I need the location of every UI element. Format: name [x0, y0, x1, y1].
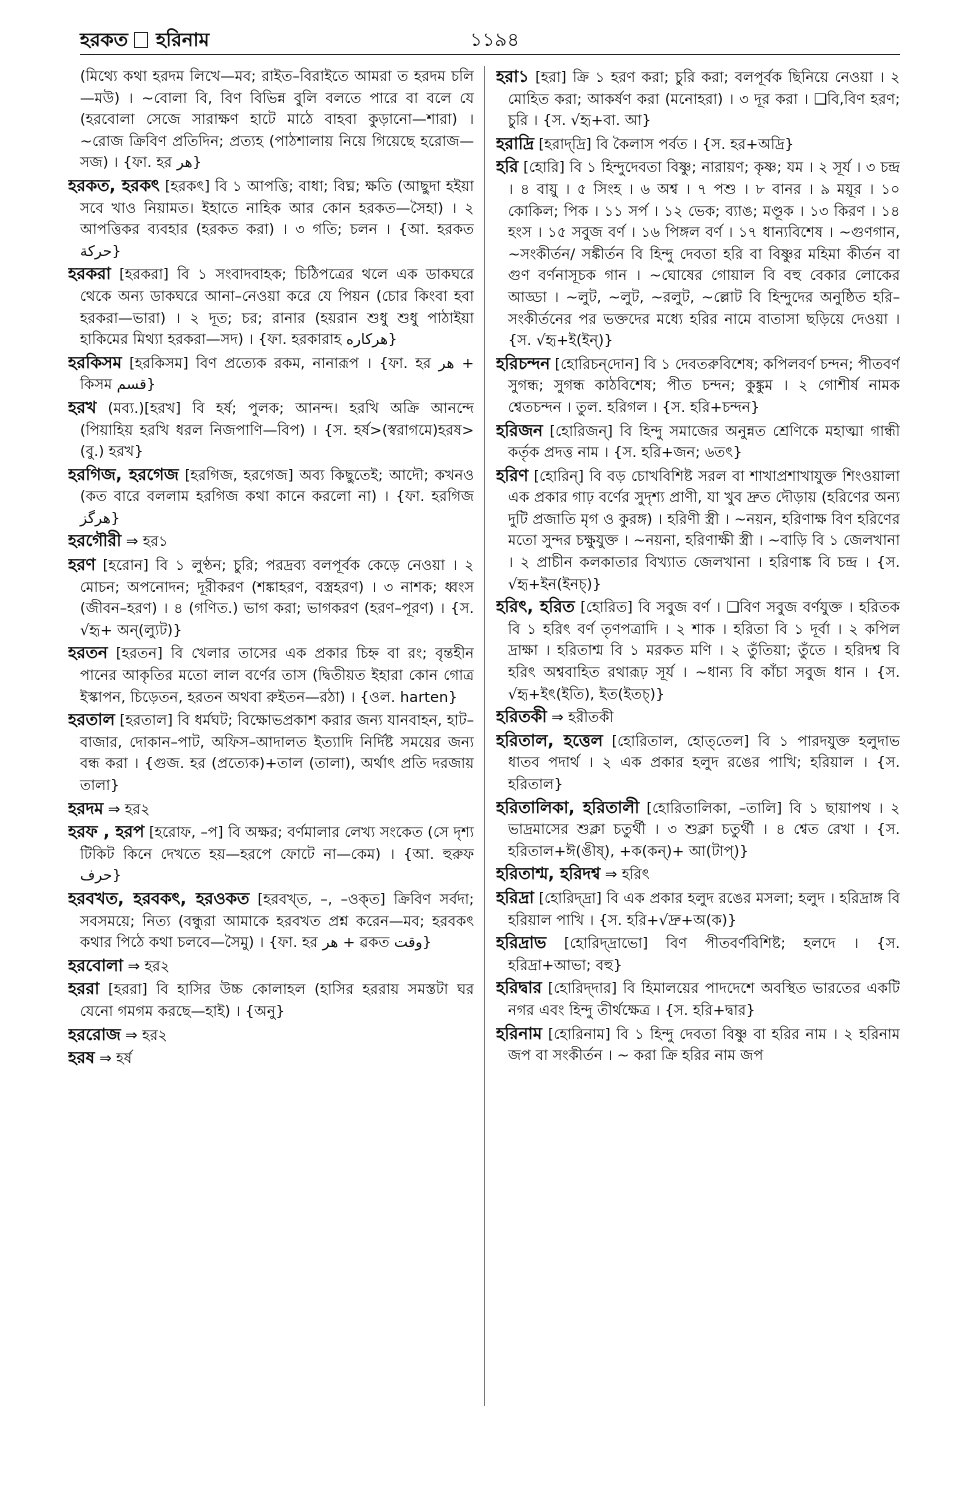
entry-headword: হরগৌরী	[68, 531, 122, 551]
entry-headword: হরা১	[496, 67, 530, 86]
dictionary-entry	[68, 978, 474, 1022]
entry-definition: বি ১ লুণ্ঠন; চুরি; পরদ্রব্য বলপূর্বক কেড়ে নেওয়া । ২ মোচন; অপনোদন; দূরীকরণ (শঙ্কাহরণ, বস্ত্রহরণ) । ৩ নাশক; ধ্বংস (জীবন–হরণ) । ৪ (গণিত.) ভাগ করা; ভাগকরণ (হরণ–পূরণ) । {স. √হৃ+ অন্(ল্যুট)}	[80, 557, 474, 639]
entry-pronunciation: [হরোন]	[102, 557, 149, 575]
entry-definition: বি হিমালয়ের পাদদেশে অবস্থিত ভারতের একটি নগর এবং হিন্দু তীর্থক্ষেত্র । {স. হরি+দ্বার}	[508, 980, 900, 1019]
entry-headword: হরফ , হরপ	[68, 822, 145, 842]
dictionary-entry	[496, 977, 900, 1021]
entry-pronunciation: [হোরি]	[523, 159, 565, 177]
entry-headword: হরিদ্রা	[496, 887, 534, 907]
dictionary-entry	[68, 955, 474, 978]
entry-pronunciation: [হোরিনাম]	[547, 1025, 611, 1043]
dictionary-entry	[68, 888, 474, 954]
entry-pronunciation: [হোরিতাল, হোত্‌তেল]	[611, 732, 750, 750]
entry-headword: হরি	[496, 157, 519, 177]
entry-pronunciation: [হরোফ, –প]	[148, 824, 224, 842]
dictionary-entry	[68, 464, 474, 530]
entry-definition: বি হিন্দু সমাজের অনুন্নত শ্রেণিকে মহাত্মা গান্ধী কর্তৃক প্রদত্ত নাম । {স. হরি+জন; ৬তৎ}	[508, 422, 900, 462]
entry-definition: বি ১ সংবাদবাহক; চিঠিপত্রের থলে এক ডাকঘরে থেকে অন্য ডাকঘরে আনা–নেওয়া করে যে পিয়ন (চোর কিংবা হবা হরকরা—ভারা) । ২ দূত; চর; রানার (হয়রান শুধু শুধু পাঠাইয়া হাকিমের মিথ্যা হরকরা—সদ) । {ফা. হরকারাহ هركاره}	[80, 266, 474, 349]
dictionary-entry	[496, 465, 900, 596]
page-header	[80, 26, 900, 55]
entry-headword: হরতন	[68, 643, 108, 663]
dictionary-entry	[496, 863, 900, 886]
column-divider	[484, 66, 485, 1406]
dictionary-entry	[496, 420, 900, 464]
entry-definition: অব্য কিছুতেই; আদৌ; কখনও (কত বারে বললাম হরগিজ কথা কানে করলো না) । {ফা. হরগিজ هرگز}	[80, 466, 474, 527]
dictionary-entry	[496, 730, 900, 796]
entry-headword: হরিতালিকা, হরিতালী	[496, 797, 640, 817]
entry-definition: বি ১ দেবতরুবিশেষ; কপিলবর্ণ চন্দন; পীতবর্ণ সুগন্ধ; সুগন্ধ কাঠবিশেষ; পীত চন্দন; কুঙ্কুম । ২ গোশীর্ষ নামক শ্বেতচন্দন । তুল. হরিগল । {স. হরি+চন্দন}	[508, 355, 900, 416]
dictionary-entry	[496, 887, 900, 931]
entry-pronunciation: [হরকৎ]	[164, 177, 210, 195]
left-guide-word: হরকত	[80, 29, 128, 51]
dictionary-entry	[496, 156, 900, 351]
entry-pronunciation: [হোরিদ্‌দ্রাভো]	[564, 935, 649, 953]
entry-definition: (মিথ্যে কথা হরদম লিখে—মব; রাইত–বিরাইতে আমরা ত হরদম চলি—মউ) । ~বোলা বি, বিণ বিভিন্ন বুলি বলতে পারে বা বলে যে (হরবোলা সেজে সারাক্ষণ হাটে মাঠে বাহবা কুড়ানো—শারা) । ~রোজ ক্রিবিণ প্রতিদিন; প্রত্যহ (পাঠশালায় নিয়ে গিয়েছে হরোজ—সজ) । {ফা. হর هر}	[80, 68, 474, 172]
entry-headword: হরবোলা	[68, 955, 124, 975]
dictionary-entry	[68, 554, 474, 641]
entry-pronunciation: [হরতাল]	[119, 712, 173, 730]
entry-pronunciation: [হরা]	[535, 69, 567, 86]
dictionary-entry	[68, 798, 474, 821]
entry-headword: হরিদ্রাভ	[496, 933, 547, 953]
dictionary-entry	[68, 1024, 474, 1047]
dictionary-entry	[496, 353, 900, 419]
entry-pronunciation: (মব্য.)[হরখ]	[107, 399, 181, 417]
entry-headword: হরিতাশ্ম, হরিদশ্ব	[496, 864, 601, 884]
entry-pronunciation: [হোরিতালিকা, –তালি]	[646, 799, 783, 817]
entry-pronunciation: [হররা]	[108, 981, 148, 999]
entry-definition: বি খেলার তাসের এক প্রকার চিহ্ন বা রং; বৃন্তহীন পানের আকৃতির মতো লাল বর্ণের তাস (দ্বিতীয়ত ইহারা কোন গোত্র ইস্কাপন, চিড়েতন, হরতন অথবা রুইতন—রঠা) । {ওল. harten}	[80, 645, 474, 706]
dictionary-entry	[68, 642, 474, 708]
right-guide-word: হরিনাম	[155, 29, 210, 51]
entry-definition: বি ১ আপত্তি; বাধা; বিঘ্ন; ক্ষতি (আছুদা হইয়া সবে খাও নিয়ামত। ইহাতে নাহিক আর কোন হরকত—সৈহা) । ২ আপত্তিকর ব্যবহার (হরকত করা) । ৩ গতি; চলন । {আ. হরকত حركة}	[80, 177, 474, 260]
entry-definition: বিণ পীতবর্ণবিশিষ্ট; হলদে । {স. হরিদ্রা+আভা; বহু}	[508, 935, 900, 974]
entry-headword: হরবখত, হরবকৎ, হরওকত	[68, 888, 250, 908]
entry-headword: হরিনাম	[496, 1023, 542, 1043]
dictionary-entry	[68, 709, 474, 796]
dictionary-entry	[496, 1023, 900, 1067]
entry-definition: বি বড় চোখবিশিষ্ট সরল বা শাখাপ্রশাখাযুক্ত শিংওয়ালা এক প্রকার গাঢ় বর্ণের সুদৃশ্য প্রাণী, যা খুব দ্রুত দৌড়ায় (হরিণের অন্য দুটি প্রজাতি মৃগ ও কুরঙ্গ) । হরিণী স্ত্রী । ~নয়ন, হরিণাক্ষ বিণ হরিণের মতো সুন্দর চক্ষুযুক্ত । ~নয়না, হরিণাক্ষী স্ত্রী । ~বাড়ি বি ১ জেলখানা । ২ প্রাচীন কলকাতার বিখ্যাত জেলখানা । হরিণাঙ্ক বি চন্দ্র । {স. √হৃ+ইন(ইনচ্)}	[508, 467, 900, 593]
entry-definition: বি ১ পারদযুক্ত হলুদাভ ধাতব পদার্থ । ২ এক প্রকার হলুদ রঙের পাখি; হরিয়াল । {স. হরিতাল}	[508, 732, 900, 793]
dictionary-entry	[496, 596, 900, 705]
dictionary-entry	[496, 706, 900, 729]
entry-definition: ⇒ হর২	[107, 800, 151, 818]
entry-headword: হরকত, হরকৎ	[68, 175, 160, 195]
entry-headword: হরিচন্দন	[496, 353, 551, 373]
entry-definition: বি হর্ষ; পুলক; আনন্দ। হরখি অক্রি আনন্দে (পিয়াহিয় হরখি ধরল নিজপাণি—বিপ) । {স. হর্ষ>(স্বরাগমে)হরষ>(বু.) হরখ}	[80, 399, 474, 461]
entry-headword: হরতাল	[68, 710, 115, 730]
entry-definition: ⇒ হরীতকী	[551, 709, 614, 727]
entry-definition: বি কৈলাস পর্বত । {স. হর+অদ্রি}	[596, 135, 794, 153]
entry-pronunciation: [হরবখ্‌ত, –, –ওক্‌ত]	[257, 890, 386, 908]
entry-definition: ⇒ হরিৎ	[605, 866, 650, 884]
entry-pronunciation: [হরকরা]	[119, 266, 169, 284]
entry-definition: বি ১ ছায়াপথ । ২ ভাদ্রমাসের শুক্লা চতুর্থী । ৩ শুক্লা চতুর্থী । ৪ শ্বেত রেখা । {স. হরিতাল+ঈ(ঙীষ্), +ক(কন্)+ আ(টাপ্)}	[508, 799, 900, 860]
dictionary-entry	[68, 66, 474, 174]
entry-headword: হরাদ্রি	[496, 133, 534, 153]
entry-definition: ক্রিবিণ সর্বদা; সবসময়ে; নিত্য (বন্ধুরা আমাকে হরবখত প্রশ্ন করেন—মব; হরবকৎ কথার পিঠে কথা চলবে—সৈমু) । {ফা. হর هر + ৱকত وقت}	[80, 890, 474, 952]
entry-definition: ⇒ হর২	[125, 1026, 168, 1044]
entry-pronunciation: [হরকিসম]	[129, 354, 189, 372]
dictionary-entry	[496, 66, 900, 132]
entry-headword: হরিজন	[496, 420, 543, 440]
entry-definition: বি হাসির উচ্চ কোলাহল (হাসির হররায় সমস্তটা ঘর যেনো গমগম করছে—হাই) । {অনু}	[80, 981, 474, 1020]
entry-definition: ক্রি ১ হরণ করা; চুরি করা; বলপূর্বক ছিনিয়ে নেওয়া । ২ মোহিত করা; আকর্ষণ করা (মনোহরা) । ৩ দূর করা । ❑বি,বিণ হরণ; চুরি । {স. √হৃ+বা. আ}	[508, 69, 900, 130]
entry-pronunciation: [হোরিন্]	[533, 467, 584, 485]
dictionary-entry	[68, 397, 474, 463]
entry-headword: হরকরা	[68, 264, 111, 284]
entry-headword: হরগিজ, হরগেজ	[68, 464, 179, 484]
entry-headword: হরকিসম	[68, 352, 122, 372]
separator-box-icon	[134, 32, 148, 48]
dictionary-entry	[496, 133, 900, 156]
entry-headword: হররোজ	[68, 1024, 121, 1044]
left-column	[68, 66, 474, 1466]
entry-definition: বি সবুজ বর্ণ । ❑বিণ সবুজ বর্ণযুক্ত । হরিতক বি ১ হরিৎ বর্ণ তৃণপত্রাদি । ২ শাক । হরিতা বি ১ দূর্বা । ২ কপিল দ্রাক্ষা । হরিতাশ্ম বি ১ মরকত মণি । ২ তুঁতিয়া; তুঁতে । হরিদশ্ব বি হরিৎ অশ্ববাহিত রথারূঢ় সূর্য । ~ধান্য বি কাঁচা সবুজ ধান । {স. √হৃ+ইৎ(ইতি), ইত(ইতচ্)}	[508, 599, 900, 703]
entry-pronunciation: [হোরিজন্]	[549, 422, 613, 440]
dictionary-entry	[496, 932, 900, 976]
guide-words	[80, 26, 209, 58]
entry-definition: ⇒ হর্ষ	[99, 1050, 132, 1068]
page-number: ১১৯৪	[470, 29, 520, 51]
entry-definition: বি অক্ষর; বর্ণমালার লেখ্য সংকেত (সে দৃশ্য টিকিট কিনে দেখতে হয়—হরপে ফোটে না—কেম) । {আ. হুরুফ حرف}	[80, 824, 474, 885]
entry-pronunciation: [হোরিদ্‌দার]	[547, 980, 617, 998]
entry-headword: হরিতাল, হত্তেল	[496, 730, 603, 750]
entry-definition: ⇒ হর১	[126, 533, 169, 551]
entry-definition: বি ১ হিন্দু দেবতা বিষ্ণু বা হরির নাম । ২ হরিনাম জপ বা সংকীর্তন । ~ করা ক্রি হরির নাম জপ	[508, 1025, 900, 1065]
entry-pronunciation: [হোরিত]	[580, 599, 633, 617]
dictionary-entry	[68, 1047, 474, 1070]
dictionary-entry	[68, 821, 474, 887]
entry-headword: হরদম	[68, 798, 104, 818]
entry-pronunciation: [হরতন]	[115, 645, 163, 663]
entry-headword: হরষ	[68, 1048, 95, 1068]
entry-headword: হরিৎ, হরিত	[496, 597, 575, 617]
entry-definition: ⇒ হর২	[127, 957, 170, 975]
entry-definition: বিণ প্রত্যেক রকম, নানারূপ । {ফা. হর هر + কিসম قسم}	[80, 354, 474, 394]
entry-headword: হরণ	[68, 555, 96, 575]
entry-definition: বি এক প্রকার হলুদ রঙের মসলা; হলুদ । হরিদ্রাঙ্গ বি হরিয়াল পাখি । {স. হরি+√দ্রু+অ(ক)}	[508, 889, 900, 929]
right-column	[496, 66, 900, 1466]
dictionary-entry	[68, 175, 474, 262]
entry-headword: হরখ	[68, 397, 97, 417]
dictionary-entry	[68, 352, 474, 396]
dictionary-entry	[496, 797, 900, 863]
entry-definition: বি ধর্মঘট; বিক্ষোভপ্রকাশ করার জন্য যানবাহন, হাট–বাজার, দোকান–পাট, অফিস–আদালত ইত্যাদি নির্দিষ্ট সময়ের জন্য বন্ধ করা । {গুজ. হর (প্রত্যেক)+তাল (তালা), অর্থাৎ প্রতি দরজায় তালা}	[80, 712, 474, 794]
entry-pronunciation: [হোরিচন্‌দোন]	[554, 355, 640, 373]
entry-pronunciation: [হোরিদ্‌দ্রা]	[538, 889, 602, 907]
entry-headword: হরিণ	[496, 465, 529, 485]
entry-definition: বি ১ হিন্দুদেবতা বিষ্ণু; নারায়ণ; কৃষ্ণ; যম । ২ সূর্য । ৩ চন্দ্র । ৪ বায়ু । ৫ সিংহ । ৬ অশ্ব । ৭ পশু । ৮ বানর । ৯ ময়ূর । ১০ কোকিল; পিক । ১১ সর্প । ১২ ভেক; ব্যাঙ; মণ্ডূক । ১৩ কিরণ । ১৪ হংস । ১৫ সবুজ বর্ণ । ১৬ পিঙ্গল বর্ণ । ১৭ ধান্যবিশেষ । ~গুণগান, ~সংকীর্তন/ সঙ্কীর্তন বি হিন্দু দেবতা হরি বা বিষ্ণুর মহিমা কীর্তন বা গুণ বর্ণনাসূচক গান । ~ঘোষের গোয়াল বি বহু বেকার লোকের আড্ডা । ~লুট, ~লুট, ~রলুট, ~ল্লোট বি হিন্দুদের অনুষ্ঠিত হরি–সংকীর্তনের পর ভক্তদের মধ্যে হরির নামে বাতাসা ছড়িয়ে দেওয়া । {স. √হৃ+ই(ইন্)}	[508, 159, 900, 350]
entry-pronunciation: [হরগিজ, হরগেজ]	[184, 466, 294, 484]
dictionary-entry	[68, 530, 474, 553]
dictionary-entry	[68, 263, 474, 350]
entry-headword: হরিদ্বার	[496, 978, 542, 998]
entry-headword: হরিতকী	[496, 707, 547, 727]
entry-pronunciation: [হরাদ্‌দ্রি]	[538, 135, 592, 153]
entry-headword: হররা	[68, 979, 100, 999]
